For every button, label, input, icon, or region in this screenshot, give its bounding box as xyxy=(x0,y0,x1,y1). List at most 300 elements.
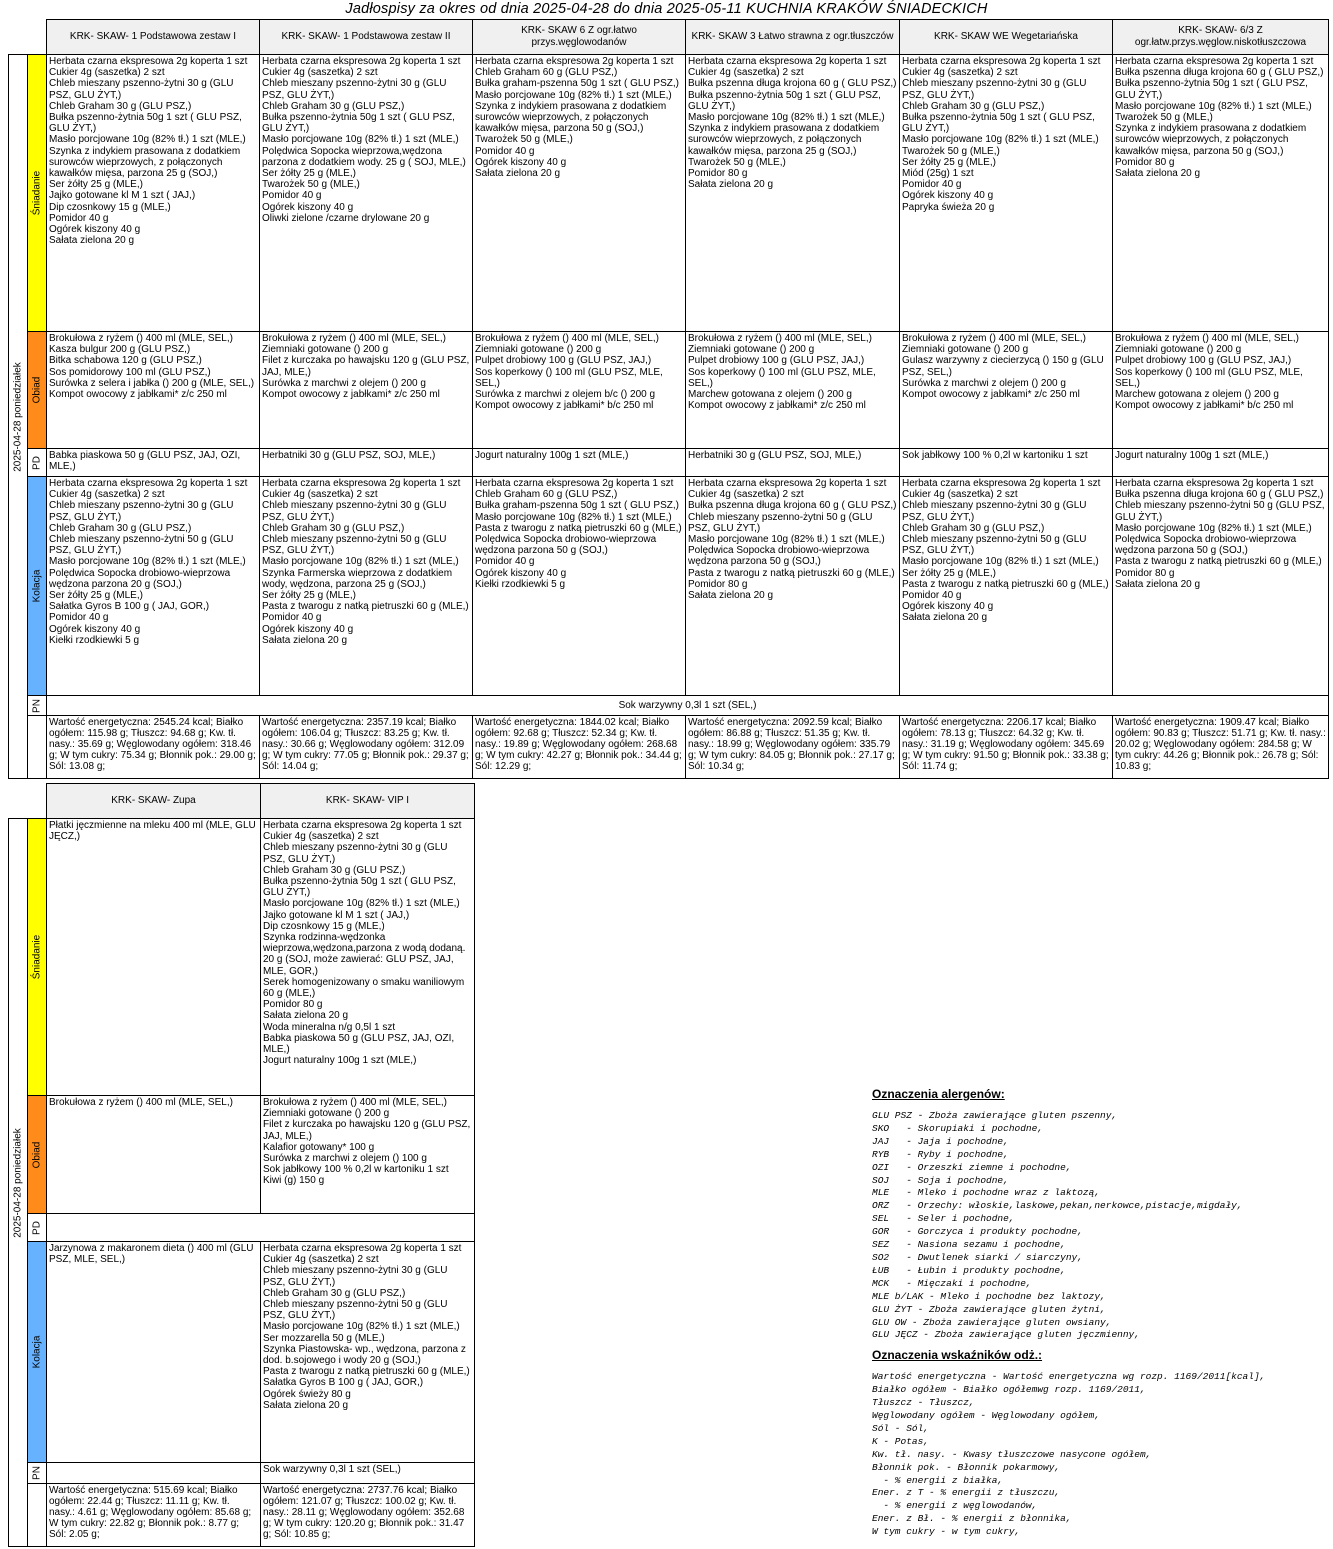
menu-item: Marchew gotowana z olejem () 200 g xyxy=(1115,389,1279,401)
menu-item: Herbata czarna ekspresowa 2g koperta 1 szt xyxy=(263,820,462,831)
menu-item: Bułka pszenna długa krojona 60 g ( GLU PSZ,) xyxy=(688,500,897,512)
menu-item: Chleb mieszany pszenno-żytni 30 g (GLU PSZ, GLU ŻYT,) xyxy=(902,78,1087,101)
menu-item: Jarzynowa z makaronem dieta () 400 ml (GLU PSZ, MLE, SEL,) xyxy=(49,1243,254,1266)
allergens-title: Oznaczenia alergenów: xyxy=(872,1087,1005,1101)
menu-item: Herbata czarna ekspresowa 2g koperta 1 szt xyxy=(475,56,674,67)
menu-cell xyxy=(260,449,473,477)
menu-item: Masło porcjowane 10g (82% tł.) 1 szt (MLE,) xyxy=(49,556,246,568)
menu-item: Pomidor 80 g xyxy=(688,168,748,180)
menu-cell xyxy=(47,1096,261,1214)
menu-item: Masło porcjowane 10g (82% tł.) 1 szt (MLE,) xyxy=(902,556,1099,568)
menu-item: Bułka pszenno-żytnia 50g 1 szt ( GLU PSZ, GLU ŻYT,) xyxy=(902,112,1095,135)
menu-cell xyxy=(260,55,473,332)
menu-item: Chleb mieszany pszenno-żytni 50 g (GLU PSZ, GLU ŻYT,) xyxy=(688,511,873,534)
menu-cell xyxy=(261,819,475,1096)
diet-header: KRK- SKAW- 1 Podstawowa zestaw II xyxy=(260,20,473,55)
menu-item: Chleb mieszany pszenno-żytni 50 g (GLU PSZ, GLU ŻYT,) xyxy=(1115,500,1325,523)
menu-cell xyxy=(686,477,900,696)
indicators-list xyxy=(872,1371,1332,1539)
menu-item: Surówka z marchwi z olejem () 100 g xyxy=(263,1153,427,1165)
menu-item: Kiwi (g) 150 g xyxy=(263,1175,325,1187)
menu-item: Cukier 4g (saszetka) 2 szt xyxy=(688,489,804,501)
menu-item: Masło porcjowane 10g (82% tł.) 1 szt (MLE,) xyxy=(475,89,672,101)
menu-item: Kompot owocowy z jabłkami* b/c 250 ml xyxy=(475,400,654,412)
menu-cell xyxy=(47,449,260,477)
menu-table-2 xyxy=(8,783,475,1547)
menu-item: Polędwica Sopocka drobiowo-wieprzowa wędzona parzona 50 g (SOJ,) xyxy=(475,534,657,557)
menu-item: Polędwica Sopocka drobiowo-wieprzowa wędzona parzona 20 g (SOJ,) xyxy=(49,567,231,590)
menu-item: Herbata czarna ekspresowa 2g koperta 1 szt xyxy=(475,478,674,489)
menu-cell xyxy=(47,819,261,1096)
menu-cell xyxy=(900,55,1113,332)
menu-item: Cukier 4g (saszetka) 2 szt xyxy=(49,67,165,79)
menu-table-1 xyxy=(8,19,1329,779)
menu-item: Miód (25g) 1 szt xyxy=(902,168,974,180)
menu-item: Kompot owocowy z jabłkami* z/c 250 ml xyxy=(902,389,1080,401)
menu-item: Pulpet drobiowy 100 g (GLU PSZ, JAJ,) xyxy=(1115,355,1292,367)
menu-item: Filet z kurczaka po hawajsku 120 g (GLU PSZ, JAJ, MLE,) xyxy=(263,1119,471,1142)
menu-item: Polędwica Sopocka drobiowo-wieprzowa wędzona parzona 50 g (SOJ,) xyxy=(1115,534,1297,557)
indicators-title: Oznaczenia wskaźników odż.: xyxy=(872,1348,1043,1363)
menu-item: Bułka pszenna długa krojona 60 g ( GLU PSZ,) xyxy=(1115,489,1324,501)
menu-cell xyxy=(1113,449,1329,477)
menu-item: Pomidor 40 g xyxy=(262,190,322,202)
menu-item: Kompot owocowy z jabłkami* b/c 250 ml xyxy=(1115,400,1294,412)
menu-item: Sok jabłkowy 100 % 0,2l w kartoniku 1 szt xyxy=(902,450,1088,461)
menu-item: Brokułowa z ryżem () 400 ml (MLE, SEL,) xyxy=(263,1097,447,1108)
menu-item: Chleb mieszany pszenno-żytni 50 g (GLU PSZ, GLU ŻYT,) xyxy=(263,1299,448,1322)
menu-item: Ser żółty 25 g (MLE,) xyxy=(902,156,996,168)
menu-item: Chleb Graham 30 g (GLU PSZ,) xyxy=(49,522,192,534)
menu-cell xyxy=(261,1242,475,1463)
menu-item: Surówka z marchwi z olejem b/c () 200 g xyxy=(475,389,656,401)
menu-item: Herbata czarna ekspresowa 2g koperta 1 szt xyxy=(902,56,1101,67)
menu-item: Masło porcjowane 10g (82% tł.) 1 szt (MLE,) xyxy=(262,134,459,146)
legend-line: RYB - Ryby i pochodne, xyxy=(872,1148,1009,1160)
menu-item: Chleb mieszany pszenno-żytni 30 g (GLU PSZ, GLU ŻYT,) xyxy=(49,500,234,523)
menu-item: Surówka z marchwi z olejem () 200 g xyxy=(902,377,1066,389)
menu-item: Bułka pszenna długa krojona 60 g ( GLU PSZ,) xyxy=(1115,67,1324,79)
date-cell xyxy=(9,55,28,779)
menu-item: Filet z kurczaka po hawajsku 120 g (GLU PSZ, JAJ, MLE,) xyxy=(262,355,470,378)
menu-item: Szynka z indykiem prasowana z dodatkiem surowców wieprzowych, z połączonych kawałków mięsa, parzona 50 g (SOJ,) xyxy=(475,100,667,135)
menu-item: Ziemniaki gotowane () 200 g xyxy=(263,1108,390,1120)
menu-item: Brokułowa z ryżem () 400 ml (MLE, SEL,) xyxy=(49,333,233,344)
diet-header: KRK- SKAW WE Wegetariańska xyxy=(900,20,1113,55)
menu-item: Ser żółty 25 g (MLE,) xyxy=(49,179,143,191)
menu-item: Kalafior gotowany* 100 g xyxy=(263,1141,375,1153)
menu-item: Surówka z marchwi z olejem () 200 g xyxy=(262,377,426,389)
menu-item: Bułka pszenno-żytnia 50g 1 szt ( GLU PSZ, GLU ŻYT,) xyxy=(262,112,455,135)
menu-item: Pasta z twarogu z natką pietruszki 60 g (MLE,) xyxy=(475,522,682,534)
menu-item: Bułka pszenno-żytnia 50g 1 szt ( GLU PSZ, GLU ŻYT,) xyxy=(49,112,242,135)
menu-item: Sałatka Gyros B 100 g ( JAJ, GOR,) xyxy=(263,1377,424,1389)
menu-item: Sałata zielona 20 g xyxy=(49,235,135,247)
menu-item: Sok jabłkowy 100 % 0,2l w kartoniku 1 szt xyxy=(263,1164,449,1176)
menu-item: Pasta z twarogu z natką pietruszki 60 g (MLE,) xyxy=(1115,556,1322,568)
menu-item: Herbata czarna ekspresowa 2g koperta 1 szt xyxy=(262,478,461,489)
menu-item: Herbatniki 30 g (GLU PSZ, SOJ, MLE,) xyxy=(688,450,862,461)
menu-item: Chleb Graham 30 g (GLU PSZ,) xyxy=(263,1287,406,1299)
meal-label-nutrition xyxy=(28,716,47,779)
menu-item: Dip czosnkowy 15 g (MLE,) xyxy=(49,201,171,213)
menu-item: Cukier 4g (saszetka) 2 szt xyxy=(902,489,1018,501)
menu-item: Sos koperkowy () 100 ml (GLU PSZ, MLE, SEL,) xyxy=(475,366,663,389)
menu-item: Herbata czarna ekspresowa 2g koperta 1 szt xyxy=(262,56,461,67)
menu-item: Jogurt naturalny 100g 1 szt (MLE,) xyxy=(475,450,629,461)
menu-item: Chleb mieszany pszenno-żytni 50 g (GLU PSZ, GLU ŻYT,) xyxy=(902,534,1087,557)
meal-label-pn: PN xyxy=(28,1463,47,1484)
menu-item: Cukier 4g (saszetka) 2 szt xyxy=(49,489,165,501)
legend-line: GOR - Gorczyca i produkty pochodne, xyxy=(872,1226,1083,1238)
nutrition-cell: Wartość energetyczna: 2206.17 kcal; Białko ogółem: 78.13 g; Tłuszcz: 64.32 g; Kw. tł. nasy.: 31.19 g; Węglowodany ogółem: 345.69 g; W tym cukry: 91.50 g; Błonnik pok.: 33.38 g; Sól: 11.74 g; xyxy=(900,716,1113,779)
menu-item: Pasta z twarogu z natką pietruszki 60 g (MLE,) xyxy=(688,567,895,579)
menu-item: Ogórek kiszony 40 g xyxy=(49,224,141,236)
menu-item: Cukier 4g (saszetka) 2 szt xyxy=(262,67,378,79)
menu-item: Twarożek 50 g (MLE,) xyxy=(688,156,786,168)
menu-item: Masło porcjowane 10g (82% tł.) 1 szt (MLE,) xyxy=(688,112,885,124)
menu-item: Herbata czarna ekspresowa 2g koperta 1 szt xyxy=(688,478,887,489)
menu-item: Pulpet drobiowy 100 g (GLU PSZ, JAJ,) xyxy=(475,355,652,367)
menu-item: Chleb Graham 60 g (GLU PSZ,) xyxy=(475,489,618,501)
menu-item: Pasta z twarogu z natką pietruszki 60 g (MLE,) xyxy=(263,1366,470,1378)
menu-item: Pomidor 40 g xyxy=(49,612,109,624)
menu-item: Brokułowa z ryżem () 400 ml (MLE, SEL,) xyxy=(1115,333,1299,344)
menu-item: Bułka pszenno-żytnia 50g 1 szt ( GLU PSZ, GLU ŻYT,) xyxy=(1115,78,1308,101)
diet-header: KRK- SKAW- 6/3 Z ogr.łatw.przys.węglow.niskotłuszczowa xyxy=(1113,20,1329,55)
menu-item: Sałata zielona 20 g xyxy=(902,612,988,624)
legend-line: SEZ - Nasiona sezamu i pochodne, xyxy=(872,1239,1066,1251)
menu-item: Herbata czarna ekspresowa 2g koperta 1 szt xyxy=(688,56,887,67)
legend-line: Sól - Sól, xyxy=(872,1422,930,1434)
menu-cell xyxy=(900,332,1113,449)
menu-cell xyxy=(686,55,900,332)
legend-line: GLU ŻYT - Zboża zawierające gluten żytni, xyxy=(872,1303,1106,1315)
menu-item: Ser żółty 25 g (MLE,) xyxy=(902,567,996,579)
menu-item: Chleb mieszany pszenno-żytni 50 g (GLU PSZ, GLU ŻYT,) xyxy=(49,534,234,557)
menu-item: Szynka rodzinna-wędzonka wieprzowa,wędzona,parzona z wodą dodaną. 20 g (SOJ, może zawierać: GLU PSZ, JAJ, MLE, GOR,) xyxy=(263,932,466,977)
menu-item: Ogórek kiszony 40 g xyxy=(262,623,354,635)
legend-line: Węglowodany ogółem - Węglowodany ogółem, xyxy=(872,1410,1101,1422)
legend-line: SEL - Seler i pochodne, xyxy=(872,1213,1015,1225)
menu-item: Masło porcjowane 10g (82% tł.) 1 szt (MLE,) xyxy=(263,1321,460,1333)
menu-item: Ser żółty 25 g (MLE,) xyxy=(49,590,143,602)
menu-item: Twarożek 50 g (MLE,) xyxy=(262,179,360,191)
menu-item: Ogórek kiszony 40 g xyxy=(49,623,141,635)
menu-item: Pomidor 40 g xyxy=(902,590,962,602)
menu-item: Masło porcjowane 10g (82% tł.) 1 szt (MLE,) xyxy=(49,134,246,146)
menu-item: Ogórek kiszony 40 g xyxy=(475,156,567,168)
menu-item: Szynka Farmerska wieprzowa z dodatkiem wody, wędzona, parzona 25 g (SOJ,) xyxy=(262,567,453,590)
menu-item: Pomidor 40 g xyxy=(475,145,535,157)
legend-line: Błonnik pok. - Błonnik pokarmowy, xyxy=(872,1461,1061,1473)
legend xyxy=(872,1087,1332,1539)
menu-item: Jajko gotowane kl M 1 szt ( JAJ,) xyxy=(49,190,196,202)
menu-item: Pomidor 40 g xyxy=(902,179,962,191)
menu-item: Jajko gotowane kl M 1 szt ( JAJ,) xyxy=(263,909,410,921)
menu-item: Jogurt naturalny 100g 1 szt (MLE,) xyxy=(1115,450,1269,461)
nutrition-cell: Wartość energetyczna: 2737.76 kcal; Białko ogółem: 121.07 g; Tłuszcz: 100.02 g; Kw. tł. nasy.: 28.11 g; Węglowodany ogółem: 352.68 g; W tym cukry: 120.20 g; Błonnik pok.: 31.47 g; Sól: 10.85 g; xyxy=(261,1484,475,1547)
menu-item: Chleb Graham 60 g (GLU PSZ,) xyxy=(475,67,618,79)
menu-item: Cukier 4g (saszetka) 2 szt xyxy=(902,67,1018,79)
nutrition-cell: Wartość energetyczna: 1844.02 kcal; Białko ogółem: 92.68 g; Tłuszcz: 52.34 g; Kw. tł. nasy.: 19.89 g; Węglowodany ogółem: 268.68 g; W tym cukry: 42.27 g; Błonnik pok.: 34.44 g; Sól: 12.29 g; xyxy=(473,716,686,779)
menu-item: Sałata zielona 20 g xyxy=(1115,168,1201,180)
menu-item: Kompot owocowy z jabłkami* z/c 250 ml xyxy=(49,389,227,401)
menu-item: Babka piaskowa 50 g (GLU PSZ, JAJ, OZI, MLE,) xyxy=(49,450,241,473)
menu-item: Masło porcjowane 10g (82% tł.) 1 szt (MLE,) xyxy=(902,134,1099,146)
menu-item: Masło porcjowane 10g (82% tł.) 1 szt (MLE,) xyxy=(1115,522,1312,534)
menu-item: Chleb Graham 30 g (GLU PSZ,) xyxy=(49,100,192,112)
nutrition-cell: Wartość energetyczna: 2545.24 kcal; Białko ogółem: 115.98 g; Tłuszcz: 94.68 g; Kw. tł. nasy.: 35.69 g; Węglowodany ogółem: 318.46 g; W tym cukry: 75.34 g; Błonnik pok.: 29.00 g; Sól: 13.08 g; xyxy=(47,716,260,779)
pn-cell xyxy=(47,1463,261,1484)
legend-line: K - Potas, xyxy=(872,1435,930,1447)
menu-item: Chleb mieszany pszenno-żytni 50 g (GLU PSZ, GLU ŻYT,) xyxy=(262,534,447,557)
menu-item: Chleb mieszany pszenno-żytni 30 g (GLU PSZ, GLU ŻYT,) xyxy=(902,500,1087,523)
menu-item: Pomidor 80 g xyxy=(688,578,748,590)
meal-label-pn: PN xyxy=(28,696,47,716)
menu-item: Ziemniaki gotowane () 200 g xyxy=(902,344,1029,356)
menu-item: Masło porcjowane 10g (82% tł.) 1 szt (MLE,) xyxy=(1115,100,1312,112)
meal-label-pd: PD xyxy=(28,449,47,477)
diet-header: KRK- SKAW- 1 Podstawowa zestaw I xyxy=(47,20,260,55)
legend-line: - % energii z węglowodanów, xyxy=(872,1500,1038,1512)
menu-item: Chleb Graham 30 g (GLU PSZ,) xyxy=(902,100,1045,112)
menu-item: Ogórek kiszony 40 g xyxy=(902,190,994,202)
menu-item: Gulasz warzywny z ciecierzycą () 150 g (GLU PSZ, SEL,) xyxy=(902,355,1104,378)
menu-item: Masło porcjowane 10g (82% tł.) 1 szt (MLE,) xyxy=(262,556,459,568)
menu-cell xyxy=(473,449,686,477)
nutrition-cell: Wartość energetyczna: 1909.47 kcal; Białko ogółem: 90.83 g; Tłuszcz: 51.71 g; Kw. tł. nasy.: 20.02 g; Węglowodany ogółem: 284.58 g; W tym cukry: 44.26 g; Błonnik pok.: 26.78 g; Sól: 10.83 g; xyxy=(1113,716,1329,779)
menu-item: Brokułowa z ryżem () 400 ml (MLE, SEL,) xyxy=(902,333,1086,344)
menu-cell xyxy=(47,55,260,332)
menu-item: Herbata czarna ekspresowa 2g koperta 1 szt xyxy=(49,478,248,489)
meal-label-dinner: Kolacja xyxy=(28,1242,47,1463)
corner-blank xyxy=(9,784,47,819)
meal-label-breakfast: Śniadanie xyxy=(28,55,47,332)
menu-cell xyxy=(260,332,473,449)
menu-item: Ziemniaki gotowane () 200 g xyxy=(475,344,602,356)
legend-line: ORZ - Orzechy: włoskie,laskowe,pekan,nerkowce,pistacje,migdały, xyxy=(872,1200,1243,1212)
menu-item: Bułka pszenna długa krojona 60 g ( GLU PSZ,) xyxy=(688,78,897,90)
legend-line: MCK - Mięczaki i pochodne, xyxy=(872,1277,1032,1289)
menu-item: Ziemniaki gotowane () 200 g xyxy=(262,344,389,356)
menu-cell xyxy=(47,1242,261,1463)
nutrition-cell: Wartość energetyczna: 2357.19 kcal; Białko ogółem: 106.04 g; Tłuszcz: 83.25 g; Kw. tł. nasy.: 30.66 g; Węglowodany ogółem: 312.09 g; W tym cukry: 77.05 g; Błonnik pok.: 29.37 g; Sól: 14.04 g; xyxy=(260,716,473,779)
page-title: Jadłospisy za okres od dnia 2025-04-28 do dnia 2025-05-11 KUCHNIA KRAKÓW ŚNIADECKICH xyxy=(345,1,988,17)
meal-label-lunch: Obiad xyxy=(28,332,47,449)
menu-item: Cukier 4g (saszetka) 2 szt xyxy=(263,1254,379,1266)
menu-item: Herbata czarna ekspresowa 2g koperta 1 szt xyxy=(1115,478,1314,489)
menu-item: Cukier 4g (saszetka) 2 szt xyxy=(262,489,378,501)
menu-item: Pasta z twarogu z natką pietruszki 60 g (MLE,) xyxy=(262,601,469,613)
menu-cell xyxy=(260,477,473,696)
menu-item: Ogórek kiszony 40 g xyxy=(902,601,994,613)
menu-item: Ser mozzarella 50 g (MLE,) xyxy=(263,1332,385,1344)
legend-line: JAJ - Jaja i pochodne, xyxy=(872,1135,1009,1147)
menu-item: Chleb mieszany pszenno-żytni 30 g (GLU PSZ, GLU ŻYT,) xyxy=(263,1265,448,1288)
legend-line: GLU JĘCZ - Zboża zawierające gluten jęczmienny, xyxy=(872,1329,1140,1341)
legend-line: SO2 - Dwutlenek siarki / siarczyny, xyxy=(872,1251,1083,1263)
menu-item: Pomidor 80 g xyxy=(1115,156,1175,168)
menu-item: Ogórek kiszony 40 g xyxy=(475,567,567,579)
legend-line: W tym cukry - w tym cukry, xyxy=(872,1526,1021,1538)
menu-item: Sałata zielona 20 g xyxy=(262,634,348,646)
menu-item: Jogurt naturalny 100g 1 szt (MLE,) xyxy=(263,1055,417,1067)
menu-cell xyxy=(473,477,686,696)
menu-item: Cukier 4g (saszetka) 2 szt xyxy=(263,831,379,843)
menu-item: Chleb mieszany pszenno-żytni 30 g (GLU PSZ, GLU ŻYT,) xyxy=(263,842,448,865)
allergens-list xyxy=(872,1110,1332,1342)
menu-cell xyxy=(47,477,260,696)
menu-cell xyxy=(1113,55,1329,332)
menu-item: Surówka z selera i jabłka () 200 g (MLE, SEL,) xyxy=(49,377,255,389)
menu-item: Ziemniaki gotowane () 200 g xyxy=(688,344,815,356)
menu-item: Kiełki rzodkiewki 5 g xyxy=(475,578,566,590)
menu-item: Oliwki zielone /czarne drylowane 20 g xyxy=(262,212,430,224)
menu-item: Chleb Graham 30 g (GLU PSZ,) xyxy=(262,522,405,534)
menu-item: Cukier 4g (saszetka) 2 szt xyxy=(688,67,804,79)
menu-item: Bułka graham-pszenna 50g 1 szt ( GLU PSZ,) xyxy=(475,78,679,90)
legend-line: GLU OW - Zboża zawierające gluten owsiany, xyxy=(872,1316,1112,1328)
menu-item: Sos pomidorowy 100 ml (GLU PSZ,) xyxy=(49,366,211,378)
date-label: 2025-04-28 poniedziałek xyxy=(12,361,24,472)
menu-item: Brokułowa z ryżem () 400 ml (MLE, SEL,) xyxy=(475,333,659,344)
menu-item: Herbata czarna ekspresowa 2g koperta 1 szt xyxy=(902,478,1101,489)
menu-item: Chleb Graham 30 g (GLU PSZ,) xyxy=(902,522,1045,534)
menu-item: Twarożek 50 g (MLE,) xyxy=(1115,112,1213,124)
menu-item: Szynka z indykiem prasowana z dodatkiem surowców wieprzowych, z połączonych kawałków mięsa, parzona 25 g (SOJ,) xyxy=(49,145,241,180)
menu-item: Pomidor 40 g xyxy=(49,212,109,224)
menu-item: Chleb mieszany pszenno-żytni 30 g (GLU PSZ, GLU ŻYT,) xyxy=(49,78,234,101)
corner-blank xyxy=(9,20,47,55)
menu-item: Polędwica Sopocka wieprzowa,wędzona parzona z dodatkiem wody. 25 g ( SOJ, MLE,) xyxy=(262,145,466,168)
menu-item: Papryka świeża 20 g xyxy=(902,201,995,213)
menu-item: Herbata czarna ekspresowa 2g koperta 1 szt xyxy=(263,1243,462,1254)
legend-line: Wartość energetyczna - Wartość energetyczna wg rozp. 1169/2011[kcal], xyxy=(872,1371,1266,1383)
menu-cell xyxy=(473,332,686,449)
menu-item: Twarożek 50 g (MLE,) xyxy=(475,134,573,146)
menu-item: Bułka graham-pszenna 50g 1 szt ( GLU PSZ,) xyxy=(475,500,679,512)
menu-item: Sałata zielona 20 g xyxy=(263,1010,349,1022)
menu-item: Ser żółty 25 g (MLE,) xyxy=(262,168,356,180)
menu-item: Kasza bulgur 200 g (GLU PSZ,) xyxy=(49,344,191,356)
legend-line: GLU PSZ - Zboża zawierające gluten pszenny, xyxy=(872,1110,1118,1121)
menu-cell xyxy=(686,449,900,477)
legend-line: Ener. z Bł. - % energii z błonnika, xyxy=(872,1513,1072,1525)
menu-cell xyxy=(1113,332,1329,449)
diet-header: KRK- SKAW- VIP I xyxy=(261,784,475,819)
menu-item: Ogórek świeży 80 g xyxy=(263,1388,351,1400)
menu-cell-empty xyxy=(47,1214,475,1242)
menu-item: Sos koperkowy () 100 ml (GLU PSZ, MLE, SEL,) xyxy=(1115,366,1303,389)
menu-item: Sałata zielona 20 g xyxy=(1115,578,1201,590)
legend-line: Białko ogółem - Białko ogółemwg rozp. 1169/2011, xyxy=(872,1384,1146,1396)
diet-header: KRK- SKAW 3 Łatwo strawna z ogr.tłuszczów xyxy=(686,20,900,55)
menu-cell xyxy=(261,1096,475,1214)
pn-cell: Sok warzywny 0,3l 1 szt (SEL,) xyxy=(261,1463,475,1484)
menu-item: Sałata zielona 20 g xyxy=(688,590,774,602)
menu-item: Chleb Graham 30 g (GLU PSZ,) xyxy=(263,864,406,876)
menu-item: Serek homogenizowany o smaku waniliowym 60 g (MLE,) xyxy=(263,976,465,1000)
menu-item: Brokułowa z ryżem () 400 ml (MLE, SEL,) xyxy=(262,333,446,344)
date-cell xyxy=(9,819,28,1547)
menu-item: Masło porcjowane 10g (82% tł.) 1 szt (MLE,) xyxy=(475,511,672,523)
menu-item: Bitka schabowa 120 g (GLU PSZ,) xyxy=(49,355,202,367)
menu-item: Polędwica Sopocka drobiowo-wieprzowa wędzona parzona 50 g (SOJ,) xyxy=(688,545,870,568)
menu-item: Kompot owocowy z jabłkami* z/c 250 ml xyxy=(688,400,866,412)
menu-item: Pasta z twarogu z natką pietruszki 60 g (MLE,) xyxy=(902,578,1109,590)
menu-item: Sos koperkowy () 100 ml (GLU PSZ, MLE, SEL,) xyxy=(688,366,876,389)
menu-item: Bułka pszenno-żytnia 50g 1 szt ( GLU PSZ, GLU ŻYT,) xyxy=(688,89,881,112)
meal-label-nutrition xyxy=(28,1484,47,1547)
meal-label-pd: PD xyxy=(28,1214,47,1242)
meal-label-lunch: Obiad xyxy=(28,1096,47,1214)
date-label: 2025-04-28 poniedziałek xyxy=(12,1127,24,1238)
legend-line: Kw. tł. nasy. - Kwasy tłuszczowe nasycone ogółem, xyxy=(872,1448,1152,1460)
nutrition-cell: Wartość energetyczna: 515.69 kcal; Białko ogółem: 22.44 g; Tłuszcz: 11.11 g; Kw. tł. nasy.: 4.61 g; Węglowodany ogółem: 85.68 g; W tym cukry: 22.82 g; Błonnik pok.: 8.77 g; Sól: 2.05 g; xyxy=(47,1484,261,1547)
menu-item: Masło porcjowane 10g (82% tł.) 1 szt (MLE,) xyxy=(688,534,885,546)
menu-item: Sałata zielona 20 g xyxy=(263,1399,349,1411)
diet-header: KRK- SKAW 6 Z ogr.łatwo przys.węglowodanów xyxy=(473,20,686,55)
menu-item: Ser żółty 25 g (MLE,) xyxy=(262,590,356,602)
menu-item: Sałatka Gyros B 100 g ( JAJ, GOR,) xyxy=(49,601,210,613)
menu-item: Brokułowa z ryżem () 400 ml (MLE, SEL,) xyxy=(49,1097,233,1108)
menu-item: Masło porcjowane 10g (82% tł.) 1 szt (MLE,) xyxy=(263,898,460,910)
menu-item: Pomidor 40 g xyxy=(475,556,535,568)
legend-line: SOJ - Soja i pochodne, xyxy=(872,1174,1009,1186)
menu-item: Twarożek 50 g (MLE,) xyxy=(902,145,1000,157)
menu-item: Chleb mieszany pszenno-żytni 30 g (GLU PSZ, GLU ŻYT,) xyxy=(262,78,447,101)
legend-line: MLE - Mleko i pochodne wraz z laktozą, xyxy=(872,1187,1101,1199)
menu-item: Kiełki rzodkiewki 5 g xyxy=(49,634,140,646)
menu-item: Sałata zielona 20 g xyxy=(688,179,774,191)
legend-line: ŁUB - Łubin i produkty pochodne, xyxy=(872,1264,1066,1276)
menu-item: Chleb mieszany pszenno-żytni 30 g (GLU PSZ, GLU ŻYT,) xyxy=(262,500,447,523)
menu-item: Pomidor 40 g xyxy=(262,612,322,624)
menu-item: Kompot owocowy z jabłkami* z/c 250 ml xyxy=(262,389,440,401)
meal-label-breakfast: Śniadanie xyxy=(28,819,47,1096)
diet-header: KRK- SKAW- Zupa xyxy=(47,784,261,819)
menu-item: Brokułowa z ryżem () 400 ml (MLE, SEL,) xyxy=(688,333,872,344)
menu-item: Pulpet drobiowy 100 g (GLU PSZ, JAJ,) xyxy=(688,355,865,367)
legend-line: SKO - Skorupiaki i pochodne, xyxy=(872,1122,1044,1134)
menu-item: Ogórek kiszony 40 g xyxy=(262,201,354,213)
legend-line: Ener. z T - % energii z tłuszczu, xyxy=(872,1487,1061,1499)
menu-item: Szynka z indykiem prasowana z dodatkiem surowców wieprzowych, z połączonych kawałków mięsa, parzona 25 g (SOJ,) xyxy=(688,123,880,157)
menu-item: Szynka z indykiem prasowana z dodatkiem surowców wieprzowych, z połączonych kawałków mięsa, parzona 50 g (SOJ,) xyxy=(1115,123,1307,157)
pn-cell: Sok warzywny 0,3l 1 szt (SEL,) xyxy=(47,696,1329,716)
menu-cell xyxy=(686,332,900,449)
menu-item: Szynka Piastowska- wp., wędzona, parzona z dod. b.sojowego i wody 20 g (SOJ,) xyxy=(263,1343,466,1367)
menu-item: Chleb Graham 30 g (GLU PSZ,) xyxy=(262,100,405,112)
menu-item: Herbata czarna ekspresowa 2g koperta 1 szt xyxy=(1115,56,1314,67)
meal-label-dinner: Kolacja xyxy=(28,477,47,696)
menu-cell xyxy=(900,449,1113,477)
menu-item: Marchew gotowana z olejem () 200 g xyxy=(688,389,852,401)
menu-cell xyxy=(473,55,686,332)
menu-item: Herbatniki 30 g (GLU PSZ, SOJ, MLE,) xyxy=(262,450,436,461)
legend-line: - % energii z białka, xyxy=(872,1474,1004,1486)
legend-line: Tłuszcz - Tłuszcz, xyxy=(872,1397,975,1409)
menu-item: Sałata zielona 20 g xyxy=(475,168,561,180)
menu-cell xyxy=(1113,477,1329,696)
menu-item: Bułka pszenno-żytnia 50g 1 szt ( GLU PSZ, GLU ŻYT,) xyxy=(263,876,456,899)
menu-item: Płatki jęczmienne na mleku 400 ml (MLE, GLU JĘCZ,) xyxy=(49,820,256,843)
menu-cell xyxy=(47,332,260,449)
menu-item: Babka piaskowa 50 g (GLU PSZ, JAJ, OZI, MLE,) xyxy=(263,1032,455,1056)
menu-cell xyxy=(900,477,1113,696)
legend-line: OZI - Orzeszki ziemne i pochodne, xyxy=(872,1161,1072,1173)
